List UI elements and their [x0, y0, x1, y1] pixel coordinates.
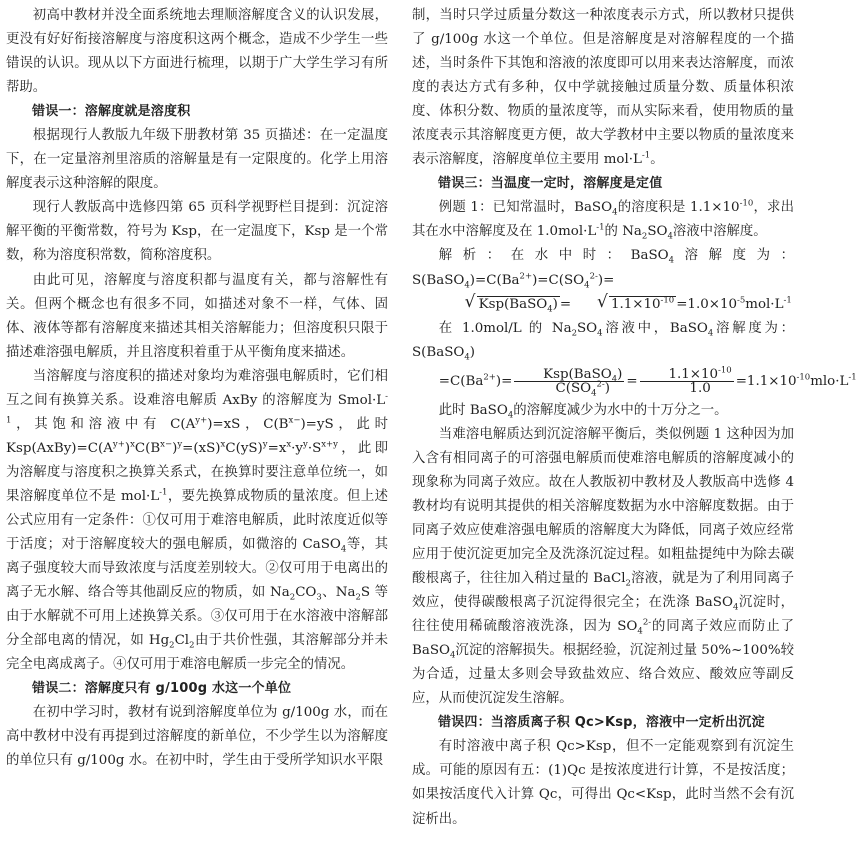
error1-paragraph-3: 由此可见，溶解度与溶度积都与温度有关，都与溶解性有关。但两个概念也有很多不同，如描述对象不一样，气体、固体、液体等都有溶解度来描述其相关溶解能力；但溶度积只限于描述难溶强电解质，并且溶度积着重于从平衡角度来描述。 [6, 272, 388, 360]
intro-paragraph: 初高中教材并没全面系统地去理顺溶解度含义的认识发展，更没有好好衔接溶解度与溶度积这两个概念，造成不少学生一些错误的认识。现从以下方面进行梳理，以期于广大学生学习有所帮助。 [6, 8, 388, 96]
left-column [6, 4, 388, 774]
error3-heading: 错误三：当温度一定时，溶解度是定值 [438, 176, 663, 192]
error1-heading: 错误一：溶解度就是溶度积 [32, 104, 191, 120]
error1-paragraph-1: 根据现行人教版九年级下册教材第 35 页描述：在一定温度下，在一定量溶剂里溶质的溶解量是有一定限度的。化学上用溶解度表示这种溶解的限度。 [6, 128, 388, 192]
common-ion-paragraph: 当难溶电解质达到沉淀溶解平衡后，类似例题 1 这种因为加入含有相同离子的可溶强电解质而使难溶电解质的溶解度减小的现象称为同离子效应。故在人教版初中教材及人教版高中选修 4 教材均有说明其提供的相关溶解度数据为水中溶解度数据。由于同离子效应使难溶强电解质的溶解度大为降低，同离子效应经常应用于使沉淀更加完全及洗涤沉淀过程。如粗盐提纯中为除去碳酸根离子，往往加入稍过量的 BaCl$_2$溶液，就是为了利用同离子效应，使得碳酸根离子沉淀得很完全；在洗涤 BaSO$_4$沉淀时，往往使用稀硫酸溶液洗涤，因为 $SO_4^{2-}$的同离子效应而防止了 BaSO$_4$沉淀的溶解损失。根据经验，沉淀剂过量 50%~100%较为合适，过量太多则会导致盐效应、络合效应、酸效应等副反应，从而使沉淀发生溶解。 [412, 426, 795, 707]
right-column [412, 4, 857, 832]
fraction-ksp: $\frac{Ksp(BaSO_4)}{C(SO_4^{2-})}$ [514, 368, 624, 395]
error2-paragraph-1: 在初中学习时，教材有说到溶解度单位为 g/100g 水，而在高中教材中没有再提到过溶解度的新单位，不少学生以为溶解度的单位只有 g/100g 水。在初中时，学生由于受所学知识水平限 [6, 705, 388, 769]
error2-heading: 错误二：溶解度只有 g/100g 水这一个单位 [32, 681, 292, 697]
error2-paragraph-1-continued: 制，当时只学过质量分数这一种浓度表示方式，所以教材只提供了 g/100g 水这一个单位。但是溶解度是对溶解程度的一个描述，当时条件下其饱和溶液的浓度即可以用来表达溶解度，而浓度的表达方式有多种，仅中学就接触过质量分数、质量体积浓度、体积分数、物质的量浓度等，而从实际来看，使用物质的量浓度表示其溶解度更方便，故大学教材中主要以物质的量浓度来表示溶解度，溶解度单位主要用 $mol\cdot L^{-1}$。 [412, 8, 794, 168]
conclusion-paragraph: 此时 BaSO$_4$的溶解度减少为水中的十万分之一。 [438, 402, 728, 421]
error1-paragraph-2: 现行人教版高中选修四第 65 页科学视野栏目提到：沉淀溶解平衡的平衡常数，符号为 Ksp，在一定温度下，Ksp 是一个常数，称为溶度积常数，简称溶度积。 [6, 200, 388, 264]
error1-paragraph-4: 当溶解度与溶度积的描述对象均为难溶强电解质时，它们相互之间有换算关系。设难溶电解质 AxBy 的溶解度为 $Smol\cdot L^{-1}$，其饱和溶液中有 $C(A^{y+})=xS$，$C(B^{x-})=yS$，此时 $Ksp(AxBy)=C(A^{y+})^xC(B^{x-})^y=(xS)^xC(yS)^y=x^x\cdot y^y\cdot S^{x+y}$，此即为溶解度与溶度积之换算关系式，在换算时要注意单位统一，如果溶解度单位不是 $mol\cdot L^{-1}$，要先换算成物质的量浓度。但上述公式应用有一定条件：①仅可用于难溶电解质，此时浓度近似等于活度；对于溶解度较大的强电解质，如微溶的 CaSO$_4$等，其离子强度较大而导致浓度与活度差别较大。②仅可用于电离出的离子无水解、络合等其他副反应的物质，如 $Na_2CO_3$、$Na_2S$ 等由于水解就不可用上述换算关系。③仅可用于在水溶液中溶解部分全部电离的情况，如 $Hg_2Cl_2$由于共价性强，其溶解部分并未完全电离成离子。④仅可用于难溶电解质一步完全的情况。 [6, 368, 389, 673]
sqrt-formula: √ Ksp(BaSO$_4$) =√ $1.1\times 10^{-10} =1.0\times 10^{-5}mol\cdot L^{-1}$ [412, 293, 794, 317]
example1-paragraph: 例题 1：已知常温时，BaSO$_4$的溶度积是 $1.1\times 10^{-10}$，求出其在水中溶解度及在 $1.0mol\cdot L^{-1}$的 $Na_2SO_4$溶液中溶解度。 [412, 198, 795, 243]
error4-heading: 错误四：当溶质离子积 Qc>Ksp，溶液中一定析出沉淀 [438, 715, 765, 731]
fraction-value: $\frac{1.1\times 10^{-10}}{1.0}$ [640, 368, 734, 395]
sqrt-value: √ $1.1\times 10^{-10}$ [571, 293, 676, 317]
error4-paragraph-1: 有时溶液中离子积 Qc>Ksp，但不一定能观察到有沉淀生成。可能的原因有五：(1)Qc 是按浓度进行计算，不是按活度；如果按活度代入计算 Qc，可得出 Qc<Ksp，此时当然不会有沉淀析出。 [412, 739, 794, 827]
fraction-formula: $=C(Ba^{2+})=$ $\frac{Ksp(BaSO_4)}{C(SO_4^{2-})}$ = $\frac{1.1\times 10^{-10}}{1.0}$ $=1.1\times 10^{-10}mlo\cdot L^{-1}$ [438, 365, 857, 399]
solution-paragraph-1: 解析：在水中时：BaSO$_4$溶解度为：$S(BaSO_4)=C(Ba^{2+})=C(SO_4^{2-})=$ [412, 248, 794, 291]
sqrt-ksp: √ Ksp(BaSO$_4$) [439, 293, 560, 317]
solution-paragraph-2: 在 1.0mol/L 的 $Na_2SO_4$溶液中，BaSO$_4$溶解度为：S(BaSO$_4$) [412, 320, 795, 363]
